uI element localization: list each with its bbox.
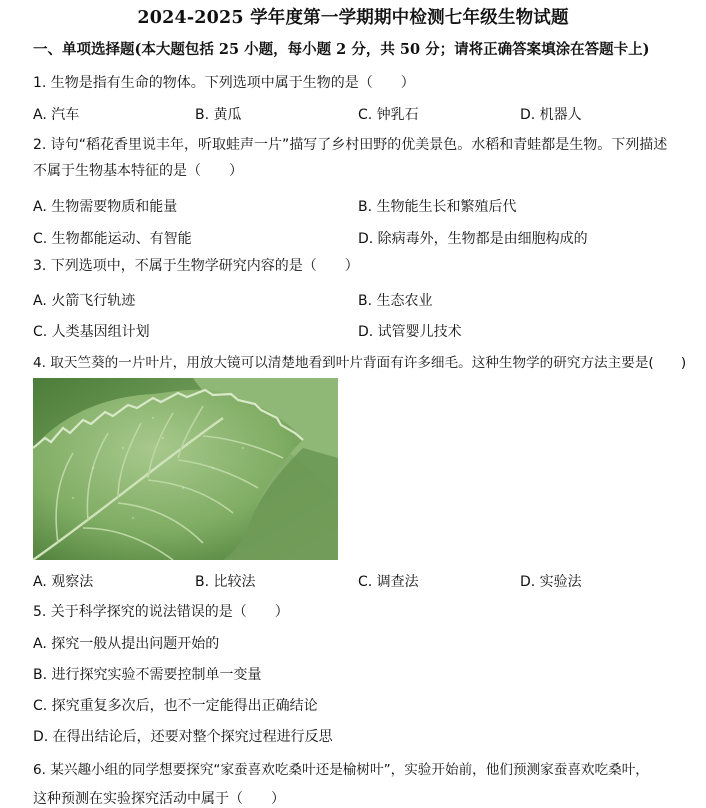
q1-option-d: D. 机器人 bbox=[520, 107, 582, 123]
q2-option-c: C. 生物都能运动、有智能 bbox=[33, 231, 192, 247]
q2-option-b: B. 生物能生长和繁殖后代 bbox=[358, 199, 517, 215]
question-2-stem-line1: 2. 诗句“稻花香里说丰年，听取蛙声一片”描写了乡村田野的优美景色。水稻和青蛙都是生物。下列描述 bbox=[33, 137, 668, 153]
q1-option-a: A. 汽车 bbox=[33, 107, 80, 123]
q5-option-b: B. 进行探究实验不需要控制单一变量 bbox=[33, 667, 262, 683]
q5-option-c: C. 探究重复多次后，也不一定能得出正确结论 bbox=[33, 698, 318, 714]
q4-option-a: A. 观察法 bbox=[33, 574, 94, 590]
question-6-stem-line2: 这种预测在实验探究活动中属于（ ） bbox=[33, 791, 285, 807]
question-4-stem: 4. 取天竺葵的一片叶片，用放大镜可以清楚地看到叶片背面有许多细毛。这种生物学的研究方法主要是( ) bbox=[33, 355, 687, 371]
question-3-stem: 3. 下列选项中，不属于生物学研究内容的是（ ） bbox=[33, 258, 359, 274]
q2-option-a: A. 生物需要物质和能量 bbox=[33, 199, 178, 215]
q3-option-d: D. 试管婴儿技术 bbox=[358, 324, 462, 340]
q1-option-c: C. 钟乳石 bbox=[358, 107, 419, 123]
q3-option-c: C. 人类基因组计划 bbox=[33, 324, 150, 340]
q2-option-d: D. 除病毒外，生物都是由细胞构成的 bbox=[358, 231, 588, 247]
question-2-stem-line2: 不属于生物基本特征的是（ ） bbox=[33, 163, 243, 179]
q1-option-b: B. 黄瓜 bbox=[195, 107, 242, 123]
q3-option-a: A. 火箭飞行轨迹 bbox=[33, 293, 136, 309]
question-5-stem: 5. 关于科学探究的说法错误的是（ ） bbox=[33, 604, 289, 620]
q4-option-c: C. 调查法 bbox=[358, 574, 419, 590]
q5-option-a: A. 探究一般从提出问题开始的 bbox=[33, 636, 220, 652]
leaf-image bbox=[33, 378, 338, 560]
q5-option-d: D. 在得出结论后，还要对整个探究过程进行反思 bbox=[33, 729, 333, 745]
q4-option-d: D. 实验法 bbox=[520, 574, 582, 590]
question-1-stem: 1. 生物是指有生命的物体。下列选项中属于生物的是（ ） bbox=[33, 75, 415, 91]
question-6-stem-line1: 6. 某兴趣小组的同学想要探究“家蚕喜欢吃桑叶还是榆树叶”，实验开始前，他们预测家蚕喜欢吃桑叶， bbox=[33, 762, 649, 778]
geranium-leaf-photo bbox=[33, 378, 338, 560]
q3-option-b: B. 生态农业 bbox=[358, 293, 433, 309]
exam-title: 2024-2025 学年度第一学期期中检测七年级生物试题 bbox=[137, 8, 569, 28]
section-heading: 一、单项选择题(本大题包括 25 小题，每小题 2 分，共 50 分；请将正确答案填涂在答题卡上) bbox=[33, 41, 650, 58]
q4-option-b: B. 比较法 bbox=[195, 574, 256, 590]
